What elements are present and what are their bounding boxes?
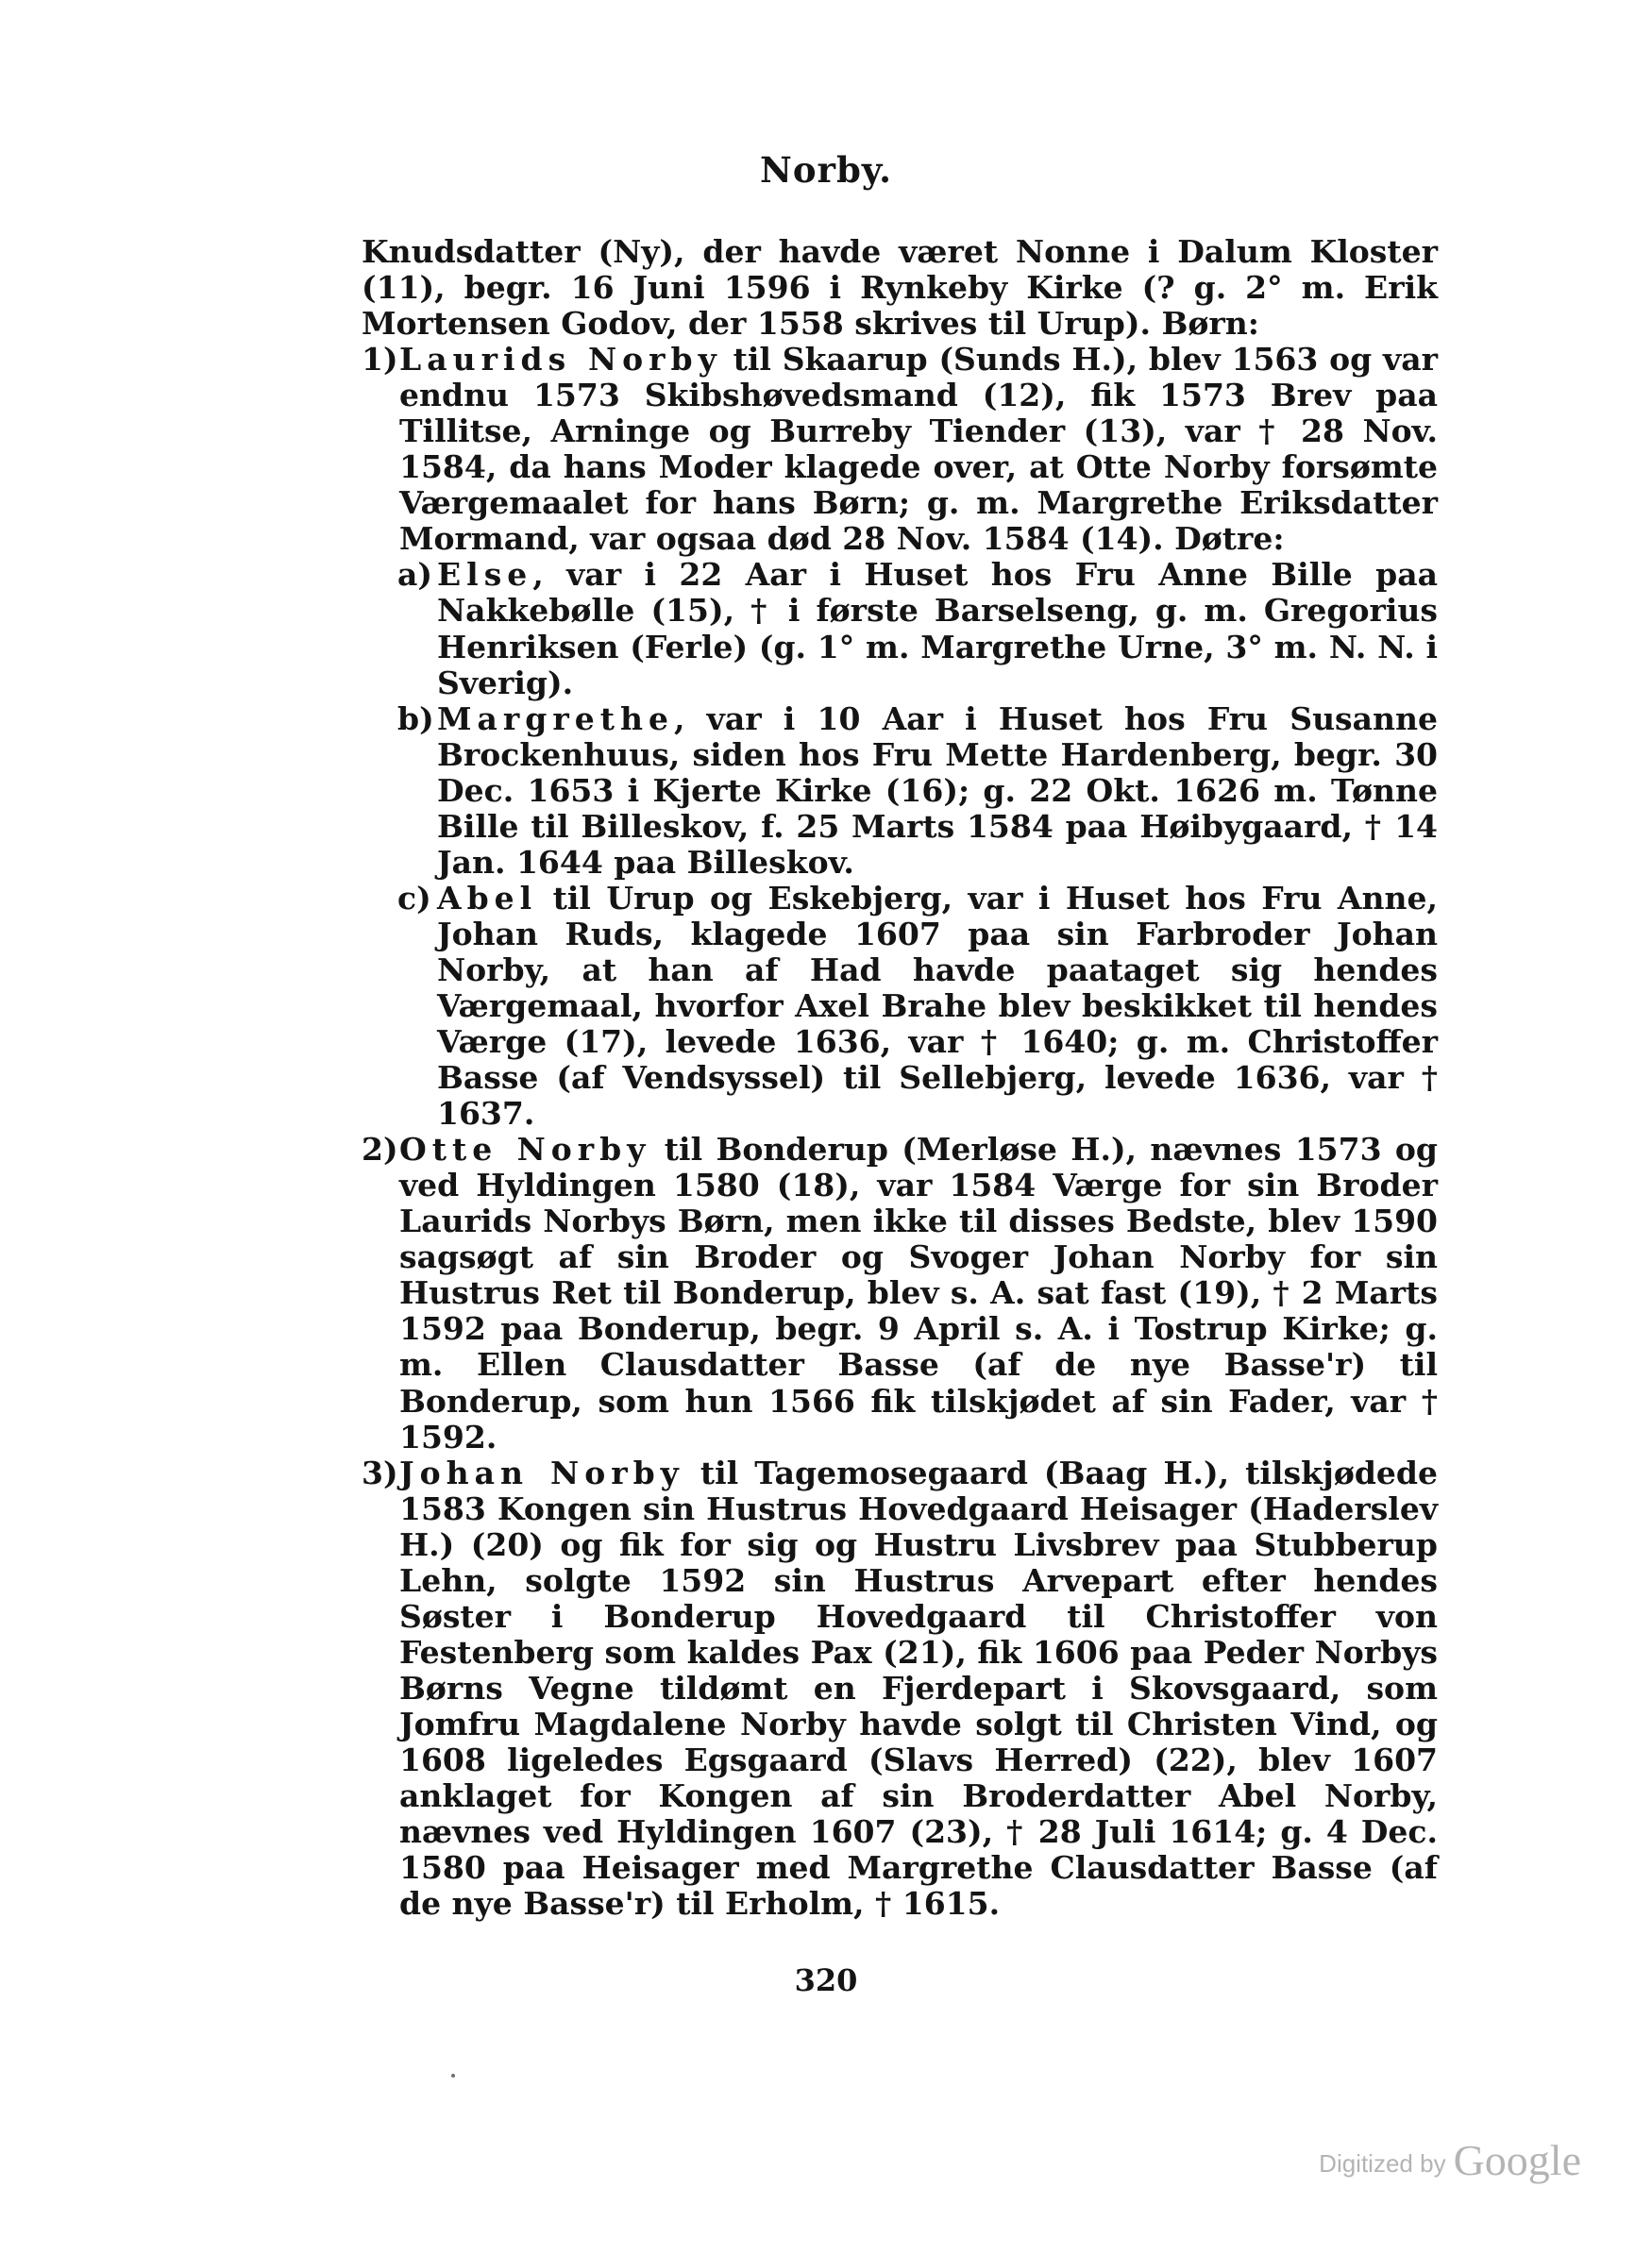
daughter-entry-a xyxy=(362,557,1438,700)
person-name: Johan Norby xyxy=(399,1454,684,1491)
entry-text: til Urup og Eskebjerg, var i Huset hos Fru Anne, Johan Ruds, klagede 1607 paa sin Farbroder Johan Norby, at han af Had havde paataget sig hendes Værgemaal, hvorfor Axel Brahe blev beskikket til hendes Værge (17), levede 1636, var † 1640; g. m. Christoffer Basse (af Vendsyssel) til Sellebjerg, levede 1636, var † 1637. xyxy=(437,879,1438,1133)
person-name: Laurids Norby xyxy=(399,341,722,379)
entry-text: til Tagemosegaard (Baag H.), tilskjødede 1583 Kongen sin Hustrus Hovedgaard Heisager (Haderslev H.) (20) og fik for sig og Hustru Livsbrev paa Stubberup Lehn, solgte 1592 sin Hustrus Arvepart efter hendes Søster i Bonderup Hovedgaard til Christoffer von Festenberg som kaldes Pax (21), fik 1606 paa Peder Norbys Børns Vegne tildømt en Fjerdepart i Skovsgaard, som Jomfru Magdalene Norby havde solgt til Christen Vind, og 1608 ligeledes Egsgaard (Slavs Herred) (22), blev 1607 anklaget for Kongen af sin Broderdatter Abel Norby, nævnes ved Hyldingen 1607 (23), † 28 Juli 1614; g. 4 Dec. 1580 paa Heisager med Margrethe Clausdatter Basse (af de nye Basse'r) til Erholm, † 1615. xyxy=(399,1454,1438,1923)
entry-text: til Skaarup (Sunds H.), blev 1563 og var endnu 1573 Skibshøvedsmand (12), fik 1573 Brev paa Tillitse, Arninge og Burreby Tiender (13), var † 28 Nov. 1584, da hans Moder klagede over, at Otte Norby forsømte Værgemaalet for hans Børn; g. m. Margrethe Eriksdatter Mormand, var ogsaa død 28 Nov. 1584 (14). Døtre: xyxy=(399,341,1438,558)
entry-text: til Bonderup (Merløse H.), nævnes 1573 og ved Hyldingen 1580 (18), var 1584 Værge for sin Broder Laurids Norbys Børn, men ikke til disses Bedste, blev 1590 sagsøgt af sin Broder og Svoger Johan Norby for sin Hustrus Ret til Bonderup, blev s. A. sat fast (19), † 2 Marts 1592 paa Bonderup, begr. 9 April s. A. i Tostrup Kirke; g. m. Ellen Clausdatter Basse (af de nye Basse'r) til Bonderup, som hun 1566 fik tilskjødet af sin Fader, var † 1592. xyxy=(399,1131,1439,1456)
daughter-entry-b xyxy=(362,701,1438,881)
daughter-entry-c xyxy=(362,881,1438,1132)
running-header: Norby. xyxy=(760,149,892,191)
digitized-watermark xyxy=(1319,2135,1581,2185)
entry-letter: c) xyxy=(397,879,431,917)
child-entry-3 xyxy=(362,1456,1438,1923)
entry-letter: b) xyxy=(397,699,434,737)
entry-text: , var i 22 Aar i Huset hos Fru Anne Bille paa Nakkebølle (15), † i første Barselseng, g. m. Gregorius Henriksen (Ferle) (g. 1° m. Margrethe Urne, 3° m. N. N. i Sverig). xyxy=(437,556,1438,701)
person-name: Else xyxy=(437,556,533,594)
person-name: Margrethe xyxy=(437,699,674,737)
entry-number: 2) xyxy=(362,1131,398,1169)
watermark-prefix: Digitized by xyxy=(1319,2149,1446,2178)
entry-text: , var i 10 Aar i Huset hos Fru Susanne Brockenhuus, siden hos Fru Mette Hardenberg, begr. 30 Dec. 1653 i Kjerte Kirke (16); g. 22 Okt. 1626 m. Tønne Bille til Billeskov, f. 25 Marts 1584 paa Høibygaard, † 14 Jan. 1644 paa Billeskov. xyxy=(437,699,1438,881)
child-entry-2 xyxy=(362,1132,1438,1455)
intro-paragraph: Knudsdatter (Ny), der havde været Nonne i Dalum Kloster (11), begr. 16 Juni 1596 i Rynkeby Kirke (? g. 2° m. Erik Mortensen Godov, der 1558 skrives til Urup). Børn: xyxy=(362,233,1438,343)
body-text xyxy=(362,234,1438,1922)
entry-number: 1) xyxy=(362,341,398,379)
entry-letter: a) xyxy=(397,556,432,594)
child-entry-1 xyxy=(362,342,1438,557)
person-name: Abel xyxy=(437,879,538,917)
entry-number: 3) xyxy=(362,1454,398,1491)
page-number: 320 xyxy=(794,1962,858,1998)
person-name: Otte Norby xyxy=(399,1131,651,1169)
scan-speck xyxy=(451,2074,455,2078)
google-logo: Google xyxy=(1453,2136,1581,2184)
